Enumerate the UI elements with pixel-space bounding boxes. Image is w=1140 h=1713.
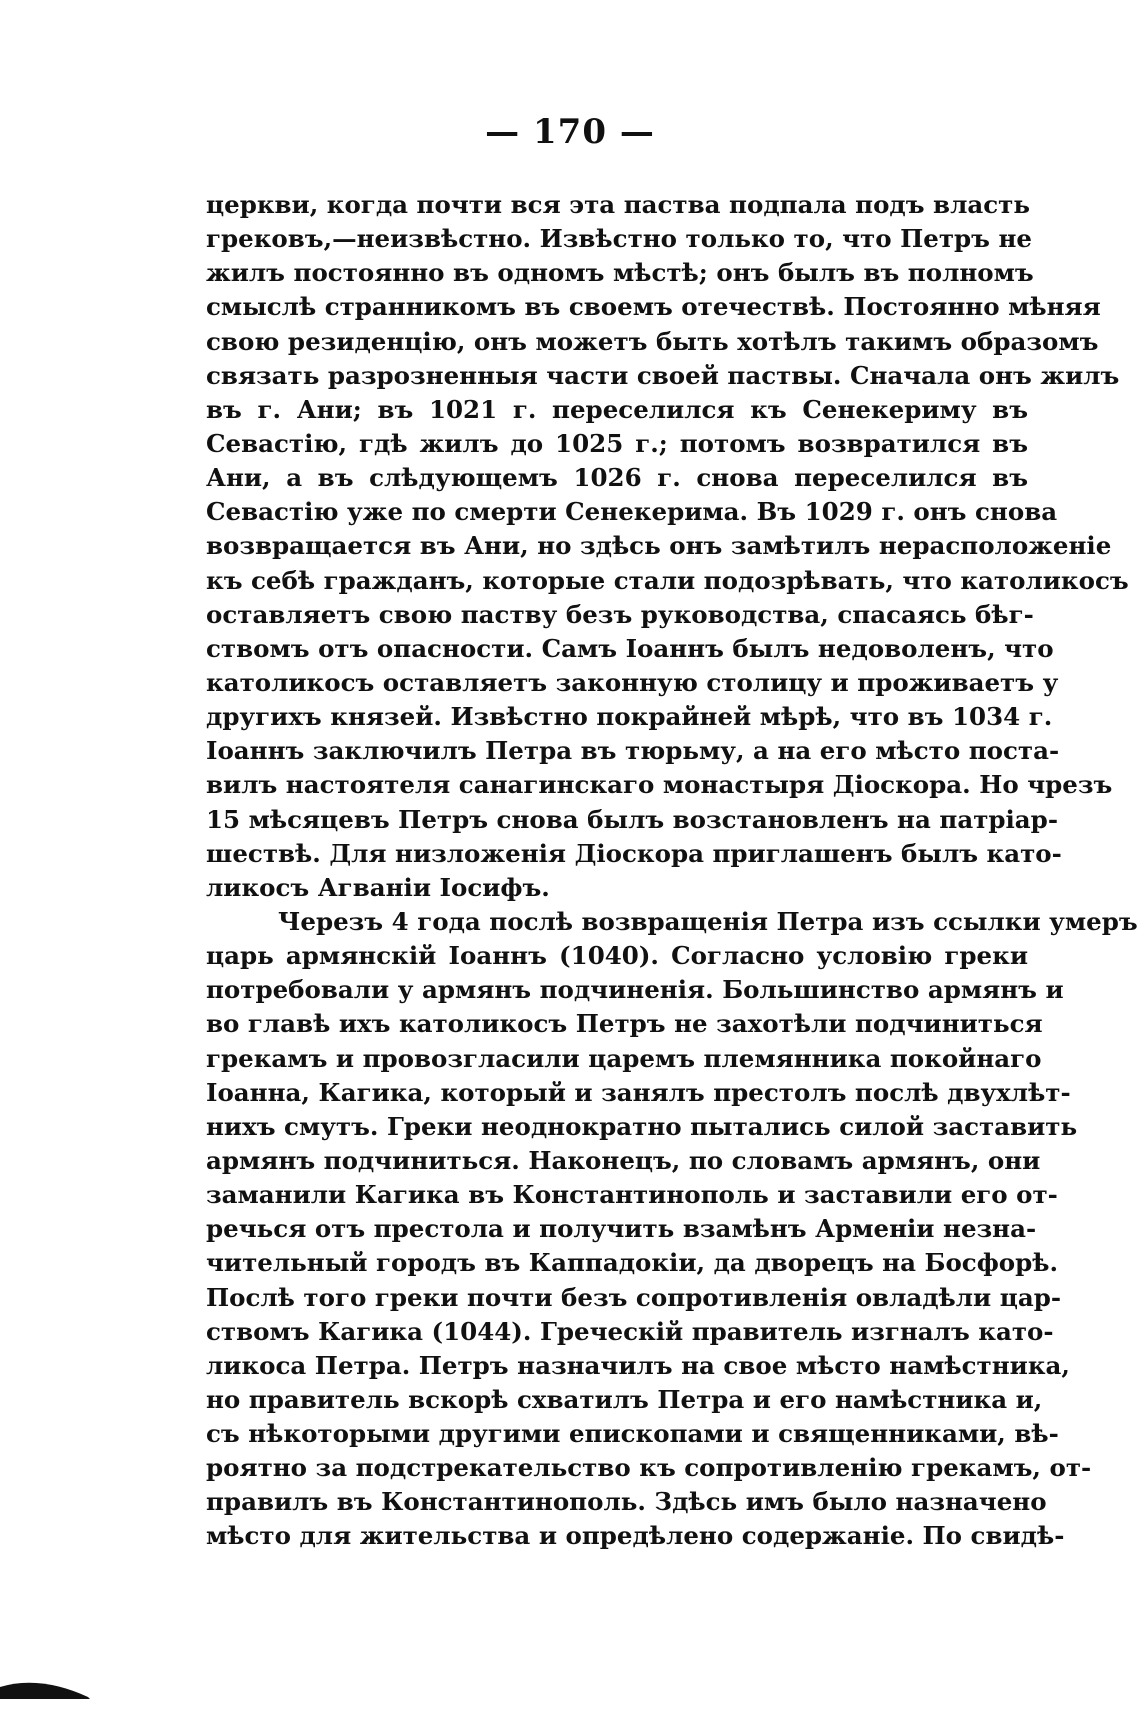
text-line: смыслѣ странникомъ въ своемъ отечествѣ. Постоянно мѣняя (206, 292, 1101, 322)
text-line: ствомъ Кагика (1044). Греческій правитель изгналъ като- (206, 1316, 1054, 1346)
page-number: — 170 — (485, 112, 655, 152)
text-line: речься отъ престола и получить взамѣнъ Арменіи незна- (206, 1214, 1037, 1244)
text-line: грекамъ и провозгласили царемъ племянника покойнаго (206, 1043, 1042, 1073)
text-line: въ г. Ани; въ 1021 г. переселился къ Сенекериму въ (206, 394, 1028, 424)
text-line: шествѣ. Для низложенія Діоскора приглашенъ былъ като- (206, 838, 1062, 868)
text-block (206, 188, 1138, 1554)
page-edge-mark (0, 1673, 90, 1699)
text-line: другихъ князей. Извѣстно покрайней мѣрѣ, что въ 1034 г. (206, 702, 1053, 732)
text-line: потребовали у армянъ подчиненія. Большинство армянъ и (206, 975, 1064, 1005)
text-line: нихъ смутъ. Греки неоднократно пытались силой заставить (206, 1111, 1078, 1141)
text-line: церкви, когда почти вся эта паства подпала подъ власть (206, 190, 1030, 219)
text-line: грековъ,—неизвѣстно. Извѣстно только то, что Петръ не (206, 224, 1032, 254)
text-line: 15 мѣсяцевъ Петръ снова былъ возстановленъ на патріар- (206, 804, 1058, 834)
text-line: ствомъ отъ опасности. Самъ Іоаннъ былъ недоволенъ, что (206, 633, 1054, 663)
text-line: съ нѣкоторыми другими епископами и священниками, вѣ- (206, 1419, 1059, 1449)
text-line: правилъ въ Константинополь. Здѣсь имъ было назначено (206, 1487, 1047, 1517)
text-line: вилъ настоятеля санагинскаго монастыря Діоскора. Но чрезъ (206, 770, 1113, 800)
text-line: царь армянскій Іоаннъ (1040). Согласно условію греки (206, 941, 1028, 971)
text-line: католикосъ оставляетъ законную столицу и проживаетъ у (206, 667, 1059, 697)
text-line: но правитель вскорѣ схватилъ Петра и его намѣстника и, (206, 1384, 1043, 1414)
text-line: оставляетъ свою паству безъ руководства, спасаясь бѣг- (206, 599, 1034, 629)
paragraph (206, 188, 1129, 905)
text-line: связать разрозненныя части своей паствы. Сначала онъ жилъ (206, 360, 1120, 390)
text-line: во главѣ ихъ католикосъ Петръ не захотѣли подчиниться (206, 1009, 1043, 1039)
text-line: свою резиденцію, онъ можетъ быть хотѣлъ такимъ образомъ (206, 326, 1099, 356)
text-line: мѣсто для жительства и опредѣлено содержаніе. По свидѣ- (206, 1521, 1065, 1551)
text-line: Іоанна, Кагика, который и занялъ престолъ послѣ двухлѣт- (206, 1077, 1071, 1107)
text-line: армянъ подчиниться. Наконецъ, по словамъ армянъ, они (206, 1145, 1041, 1175)
text-line: Ани, а въ слѣдующемъ 1026 г. снова переселился въ (206, 463, 1028, 493)
text-line: къ себѣ гражданъ, которые стали подозрѣвать, что католикосъ (206, 565, 1129, 595)
text-line: заманили Кагика въ Константинополь и заставили его от- (206, 1180, 1058, 1210)
text-line: Іоаннъ заключилъ Петра въ тюрьму, а на его мѣсто поста- (206, 736, 1060, 766)
text-line: Послѣ того греки почти безъ сопротивленія овладѣли цар- (206, 1282, 1062, 1312)
text-line: возвращается въ Ани, но здѣсь онъ замѣтилъ нерасположеніе (206, 531, 1112, 561)
text-line: Севастію уже по смерти Сенекерима. Въ 1029 г. онъ снова (206, 497, 1058, 527)
text-line: Черезъ 4 года послѣ возвращенія Петра изъ ссылки умеръ (278, 906, 1138, 936)
paragraph (206, 905, 1138, 1554)
text-line: жилъ постоянно въ одномъ мѣстѣ; онъ былъ въ полномъ (206, 258, 1034, 288)
text-line: ликоса Петра. Петръ назначилъ на свое мѣсто намѣстника, (206, 1350, 1070, 1380)
text-line: ликосъ Агваніи Іосифъ. (206, 872, 550, 902)
text-line: Севастію, гдѣ жилъ до 1025 г.; потомъ возвратился въ (206, 428, 1028, 458)
text-line: чительный городъ въ Каппадокіи, да дворецъ на Босфорѣ. (206, 1248, 1059, 1278)
text-line: роятно за подстрекательство къ сопротивленію грекамъ, от- (206, 1453, 1092, 1483)
